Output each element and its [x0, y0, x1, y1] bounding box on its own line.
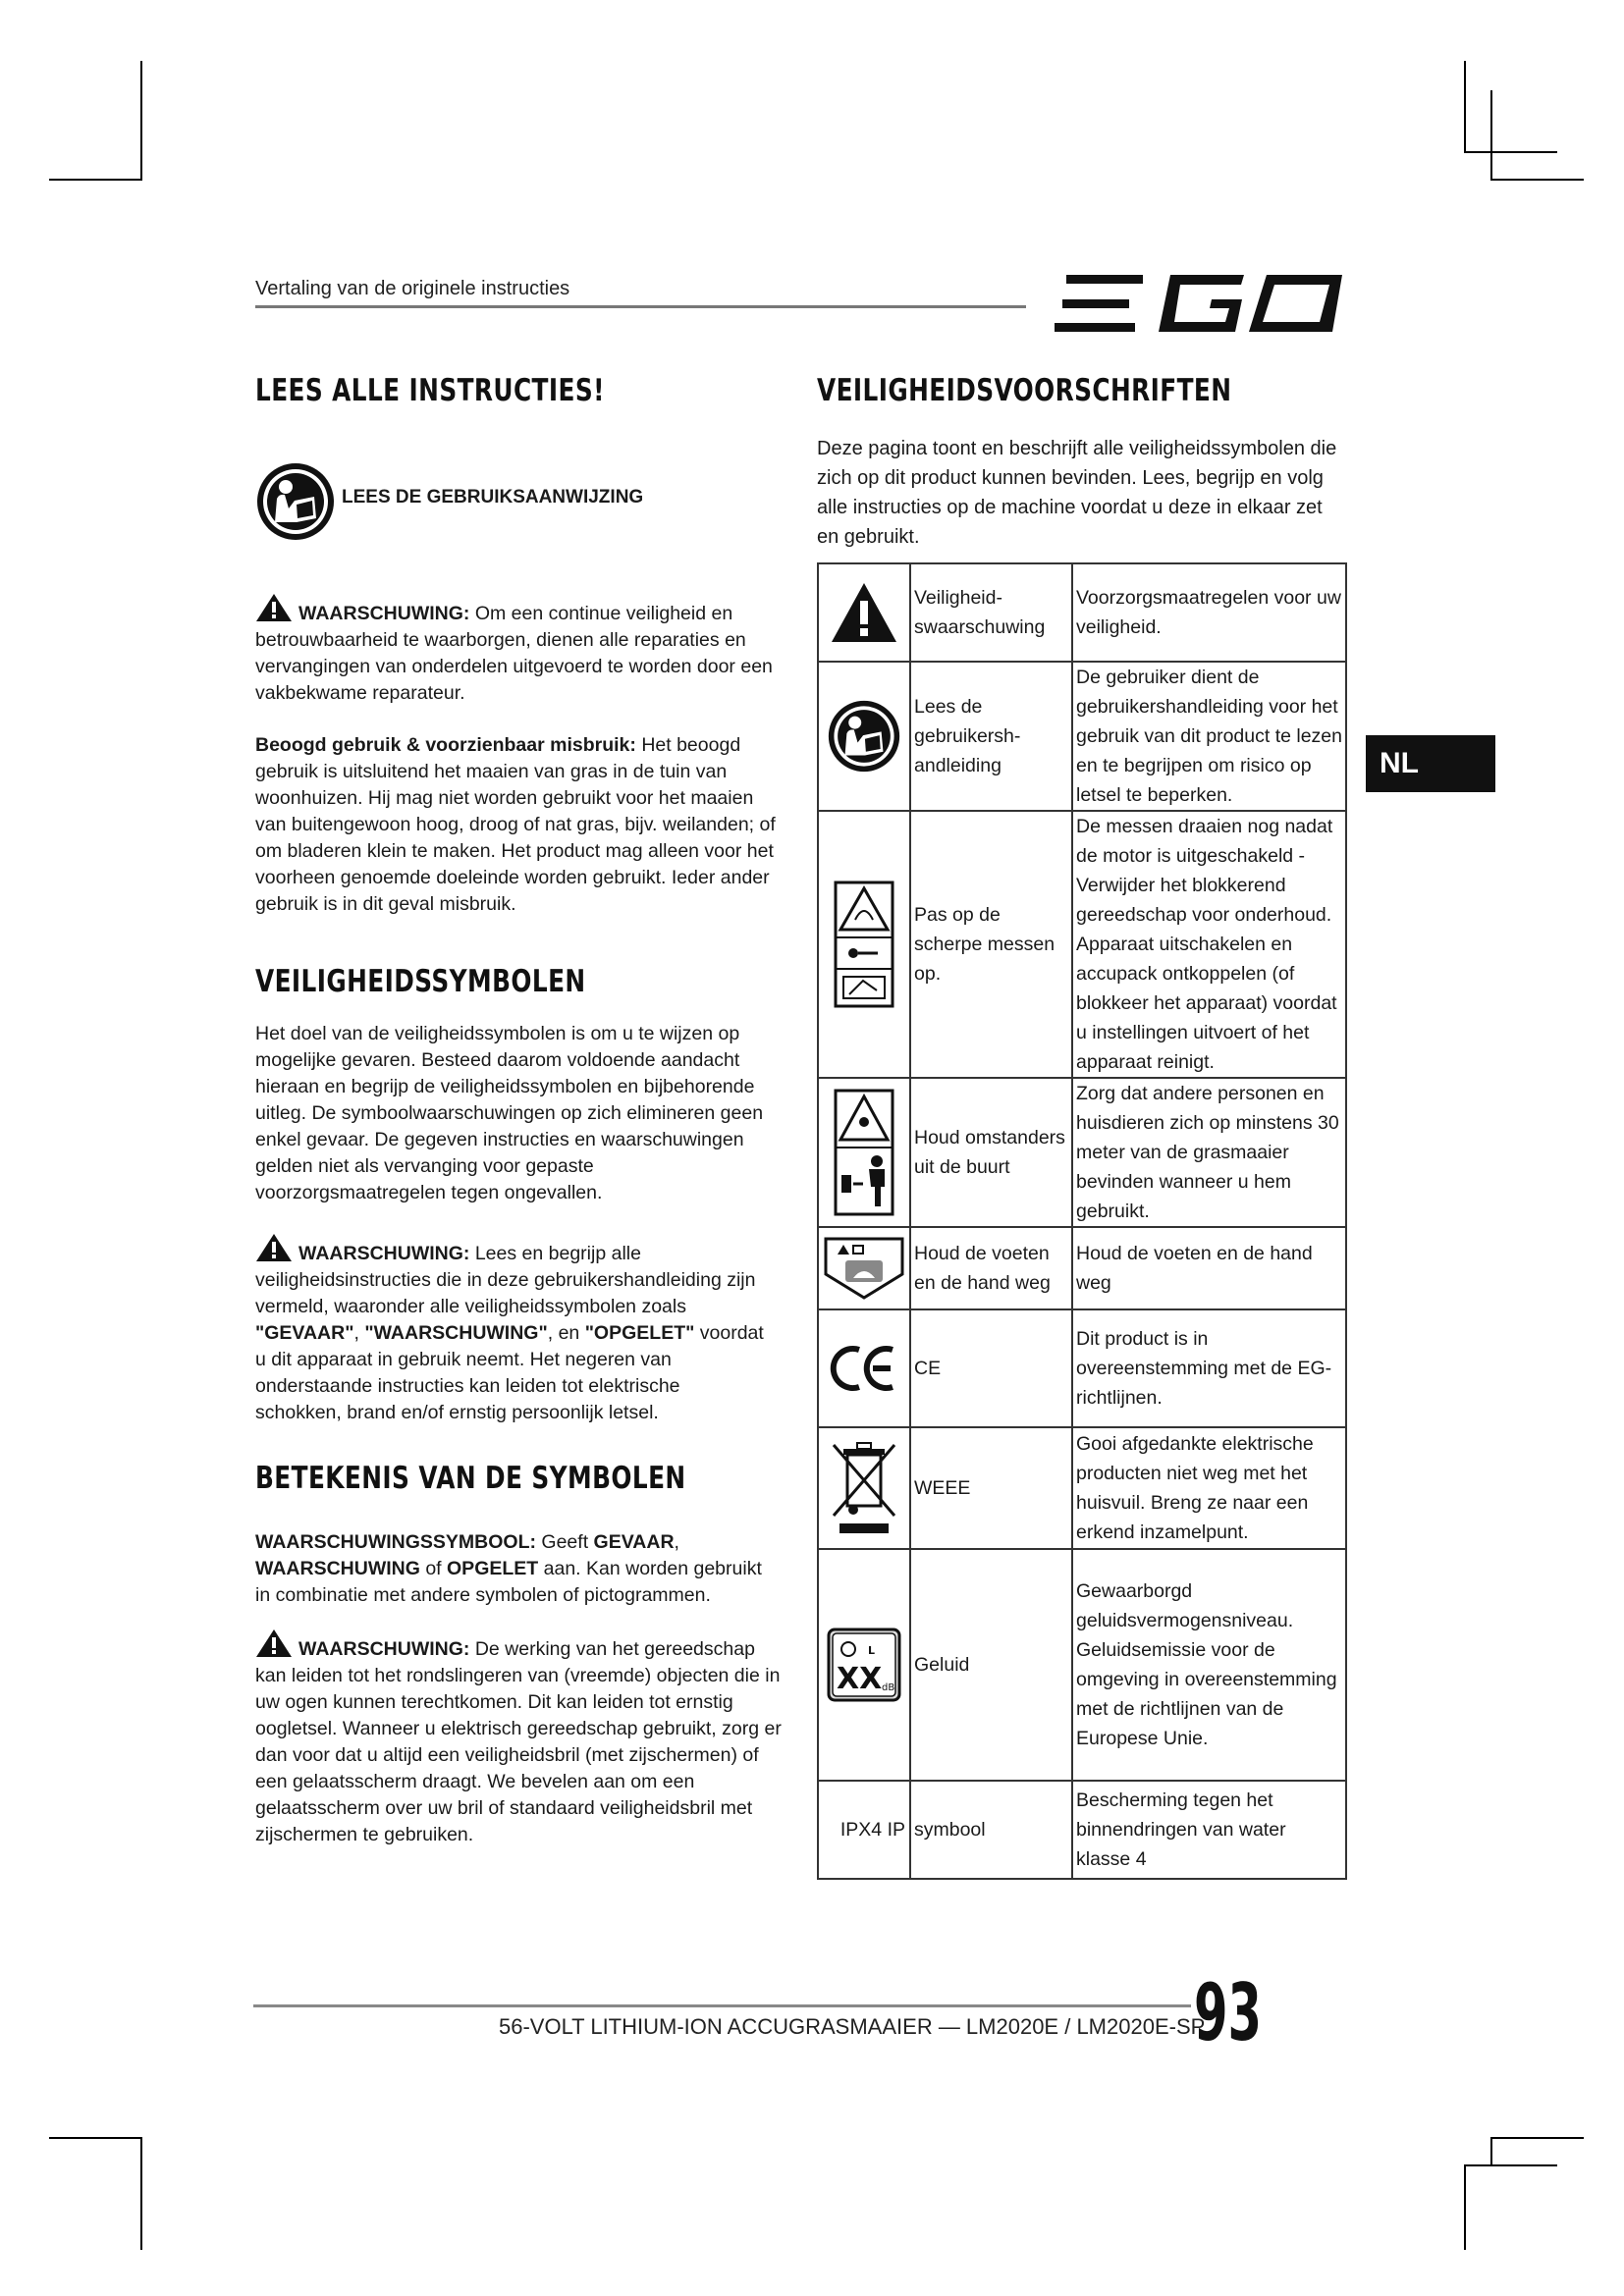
symbol-name: Pas op de scherpe messen op. — [910, 811, 1072, 1078]
symbol-name: Veiligheid-swaarschuwing — [910, 563, 1072, 662]
warning-triangle-icon — [255, 1629, 293, 1658]
safety-intro: Deze pagina toont en beschrijft alle veiligheidssymbolen die zich op dit product kunnen bevinden. Lees, begrijp en volg alle instructies op de machine voordat u deze in elkaar zet en gebruikt. — [817, 438, 1337, 548]
read-manual-icon — [827, 699, 901, 774]
symbol-name: Lees de gebruikersh-andleiding — [910, 662, 1072, 811]
header-rule — [255, 305, 1026, 308]
table-row — [818, 1549, 1346, 1781]
hand-foot-icon — [824, 1237, 904, 1300]
symbol-name: CE — [910, 1309, 1072, 1427]
ce-icon — [830, 1344, 898, 1393]
sound-level-icon — [827, 1628, 901, 1702]
ipx4-text: IPX4 IP — [818, 1781, 910, 1879]
symbol-description: Zorg dat andere personen en huisdieren zich op minstens 30 meter van de grasmaaier bevinden wanneer u hem gebruikt. — [1072, 1078, 1346, 1227]
icon-cell — [818, 1549, 910, 1781]
bystanders-icon — [834, 1089, 894, 1216]
table-row — [818, 662, 1346, 811]
footer-text: 56-VOLT LITHIUM-ION ACCUGRASMAAIER — LM2020E / LM2020E-SP — [499, 2014, 1206, 2039]
icon-cell — [818, 563, 910, 662]
svg-text:L: L — [868, 1644, 876, 1657]
table-row — [818, 563, 1346, 662]
symbol-description: Gooi afgedankte elektrische producten niet weg met het huisvuil. Breng ze naar een erkend inzamelpunt. — [1072, 1427, 1346, 1549]
icon-cell — [818, 1227, 910, 1309]
footer-rule — [253, 2004, 1191, 2007]
symbol-name: WEEE — [910, 1427, 1072, 1549]
symbol-description: Houd de voeten en de hand weg — [1072, 1227, 1346, 1309]
heading-veiligheidssymbolen: VEILIGHEIDSSYMBOLEN — [255, 964, 586, 999]
language-tab: NL — [1366, 735, 1495, 792]
table-row — [818, 1078, 1346, 1227]
symbols-table — [817, 562, 1347, 1880]
heading-veiligheidsvoorschriften: VEILIGHEIDSVOORSCHRIFTEN — [817, 373, 1232, 408]
symbol-name: Geluid — [910, 1549, 1072, 1781]
intended-use: Beoogd gebruik & voorzienbaar misbruik: Het beoogd gebruik is uitsluitend het maaien van gras in de tuin van woonhuizen. Hij mag niet worden gebruikt voor het maaien van buitengewoon hoog, droog of nat gras, bijv. weilanden; of om bladeren klein te maken. Het product mag alleen voor het voorheen genoemde doeleinde worden gebruikt. Ieder ander gebruik is in dit geval misbruik. — [255, 734, 776, 915]
symbol-description: Bescherming tegen het binnendringen van water klasse 4 — [1072, 1781, 1346, 1879]
ego-logo — [1053, 265, 1347, 342]
page-number: 93 — [1194, 1967, 1263, 2058]
read-manual-icon — [255, 461, 336, 542]
svg-text:XX: XX — [837, 1662, 883, 1696]
read-manual-label: LEES DE GEBRUIKSAANWIJZING — [342, 487, 644, 507]
weee-icon — [830, 1439, 898, 1537]
icon-cell — [818, 1078, 910, 1227]
warning-triangle-icon — [255, 1233, 293, 1262]
icon-cell — [818, 1427, 910, 1549]
safety-symbols-text: Het doel van de veiligheidssymbolen is om u te wijzen op mogelijke gevaren. Besteed daarom voldoende aandacht hieraan en begrijp de veiligheidssymbolen en bijbehorende uitleg. De symboolwaarschuwingen op zich elimineren geen enkel gevaar. De gegeven instructies en waarschuwingen gelden niet als vervanging voor gepaste voorzorgsmaatregelen tegen ongevallen. — [255, 1023, 764, 1203]
warning-triangle-icon — [830, 581, 898, 644]
svg-text:dB: dB — [882, 1682, 895, 1693]
symbol-description: Gewaarborgd geluidsvermogensniveau. Geluidsemissie voor de omgeving in overeenstemming met de richtlijnen van de Europese Unie. — [1072, 1549, 1346, 1781]
table-row — [818, 1227, 1346, 1309]
warning-symbol-text: WAARSCHUWINGSSYMBOOL: Geeft GEVAAR, WAARSCHUWING of OPGELET aan. Kan worden gebruikt in combinatie met andere symbolen of pictogrammen. — [255, 1531, 762, 1606]
warning-read-instructions: WAARSCHUWING: Lees en begrijp alle veiligheidsinstructies die in deze gebruikershandleiding zijn vermeld, waaronder alle veiligheidssymbolen zoals "GEVAAR", "WAARSCHUWING", en "OPGELET" voordat u dit apparaat in gebruik neemt. Het negeren van onderstaande instructies kan leiden tot elektrische schokken, brand en/of ernstig persoonlijk letsel. — [255, 1233, 766, 1426]
symbol-description: De messen draaien nog nadat de motor is uitgeschakeld - Verwijder het blokkerend gereedschap voor onderhoud. Apparaat uitschakelen en accupack ontkoppelen (of blokkeer het apparaat) voordat u instellingen uitvoert of het apparaat reinigt. — [1072, 811, 1346, 1078]
heading-lees-alle-instructies: LEES ALLE INSTRUCTIES! — [255, 373, 605, 408]
icon-cell — [818, 662, 910, 811]
symbol-description: De gebruiker dient de gebruikershandleiding voor het gebruik van dit product te lezen en te begrijpen om risico op letsel te beperken. — [1072, 662, 1346, 811]
symbol-name: Houd de voeten en de hand weg — [910, 1227, 1072, 1309]
table-row — [818, 811, 1346, 1078]
symbol-name: Houd omstanders uit de buurt — [910, 1078, 1072, 1227]
symbol-description: Voorzorgsmaatregelen voor uw veiligheid. — [1072, 563, 1346, 662]
icon-cell — [818, 811, 910, 1078]
table-row — [818, 1427, 1346, 1549]
warning-triangle-icon — [255, 593, 293, 622]
table-row — [818, 1781, 1346, 1879]
heading-betekenis-symbolen: BETEKENIS VAN DE SYMBOLEN — [255, 1461, 686, 1496]
sharp-blades-icon — [834, 881, 894, 1008]
icon-cell — [818, 1309, 910, 1427]
symbol-description: Dit product is in overeenstemming met de EG-richtlijnen. — [1072, 1309, 1346, 1427]
symbol-name: symbool — [910, 1781, 1072, 1879]
warning-repairs: WAARSCHUWING: Om een continue veiligheid en betrouwbaarheid te waarborgen, dienen alle reparaties en vervangingen van onderdelen uitgevoerd te worden door een vakbekwame reparateur. — [255, 593, 776, 707]
header-text: Vertaling van de originele instructies — [255, 278, 570, 299]
warning-eye-protection: WAARSCHUWING: De werking van het gereedschap kan leiden tot het rondslingeren van (vreemde) objecten die in uw ogen kunnen terechtkomen. Dit kan leiden tot ernstig oogletsel. Wanneer u elektrisch gereedschap gebruikt, zorg er dan voor dat u altijd een veiligheidsbril (met zijschermen) of een gelaatsscherm draagt. We bevelen aan om een gelaatsscherm over uw bril of standaard veiligheidsbril met zijschermen te gebruiken. — [255, 1629, 785, 1848]
table-row — [818, 1309, 1346, 1427]
